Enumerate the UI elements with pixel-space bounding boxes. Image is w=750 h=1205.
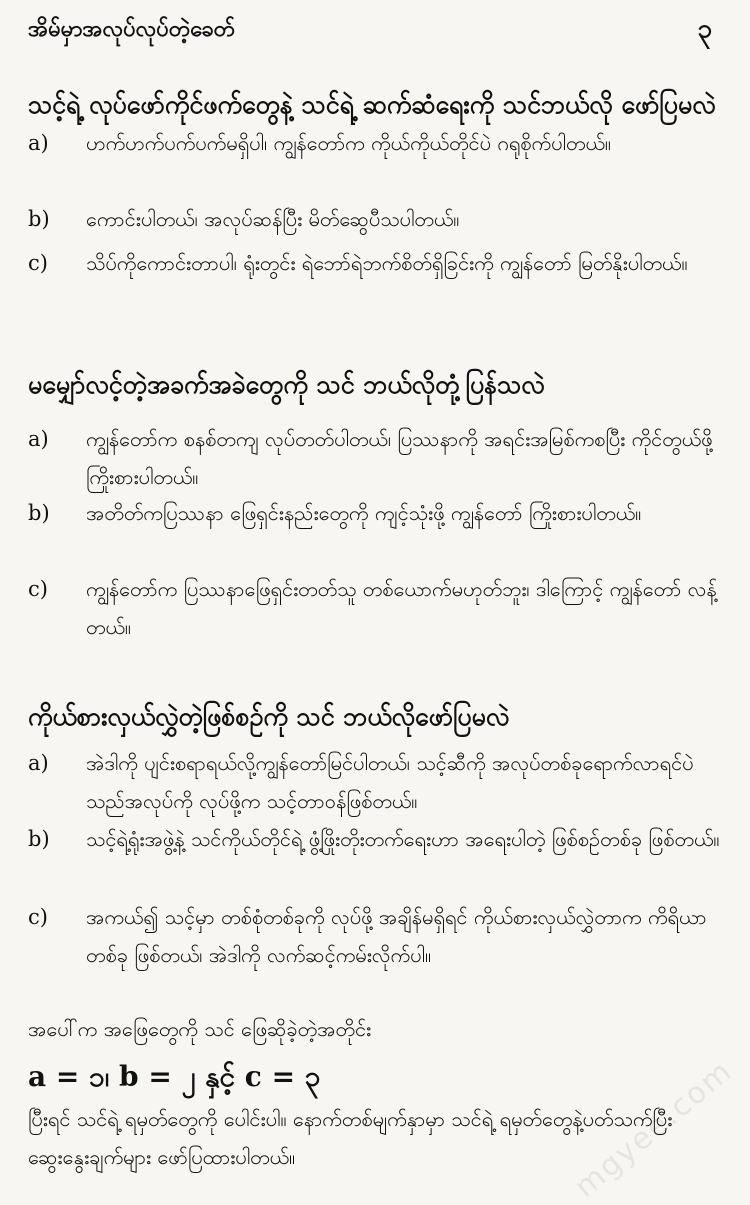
option-item — [28, 420, 720, 496]
scoring-formula: a = ၁၊ b = ၂ နှင့် c = ၃ — [28, 1060, 321, 1093]
scoring-outro: ပြီးရင် သင်ရဲ့ ရမှတ်တွေကို ပေါင်းပါ။ နောက်တစ်မျက်နှာမှာ သင်ရဲ့ ရမှတ်တွေနဲ့ပတ်သက်ပြီး ဆွေးနွေးချက်များ ဖော်ပြထားပါတယ်။ — [28, 1107, 673, 1169]
option-text: အဲဒါကို ပျင်းစရာရယ်လို့ကျွန်တော်မြင်ပါတယ်၊ သင့်ဆီကို အလုပ်တစ်ခုရောက်လာရင်ပဲ သည်အလုပ်ကို လုပ်ဖို့က သင့်တာဝန်ဖြစ်တယ်။ — [86, 751, 694, 813]
watermark: mgyee.com — [568, 1053, 740, 1205]
section-title-3: ကိုယ်စားလှယ်လွှဲတဲ့ဖြစ်စဉ်ကို သင် ဘယ်လိုဖော်ပြမလဲ — [28, 702, 510, 731]
option-text: ဟက်ဟက်ပက်ပက်မရှိပါ၊ ကျွန်တော်က ကိုယ်ကိုယ်တိုင်ပဲ ဂရုစိုက်ပါတယ်။ — [86, 131, 611, 155]
option-letter: a) — [28, 131, 49, 155]
option-item — [28, 820, 720, 858]
option-text: သင့်ရဲ့ရုံးအဖွဲ့နဲ့ သင်ကိုယ်တိုင်ရဲ့ ဖွံ့ဖြိုးတိုးတက်ရေးဟာ အရေးပါတဲ့ ဖြစ်စဉ်တစ်ခု ဖြစ်တယ်။ — [86, 827, 720, 851]
option-letter: b) — [28, 501, 50, 525]
page-number: ၃ — [697, 13, 712, 44]
option-letter: b) — [28, 827, 50, 851]
section-title-2: မမျှော်လင့်တဲ့အခက်အခဲတွေကို သင် ဘယ်လိုတုံ့ပြန်သလဲ — [28, 370, 545, 399]
option-item — [28, 200, 720, 238]
option-item — [28, 494, 720, 532]
option-text: အတိတ်ကပြဿနာ ဖြေရှင်းနည်းတွေကို ကျင့်သုံးဖို့ ကျွန်တော် ကြိုးစားပါတယ်။ — [86, 501, 642, 525]
section-title-1: သင့်ရဲ့ လုပ်ဖော်ကိုင်ဖက်တွေနဲ့ သင်ရဲ့ ဆက်ဆံရေးကို သင်ဘယ်လို ဖော်ပြမလဲ — [28, 90, 716, 119]
option-text: ကျွန်တော်က စနစ်တကျ လုပ်တတ်ပါတယ်၊ ပြဿနာကို အရင်းအမြစ်ကစပြီး ကိုင်တွယ်ဖို့ ကြိုးစားပါတယ်။ — [86, 427, 713, 489]
option-text: ကောင်းပါတယ်၊ အလုပ်ဆန်ပြီး မိတ်ဆွေပီသပါတယ်။ — [86, 207, 460, 231]
option-text: သိပ်ကိုကောင်းတာပါ၊ ရုံးတွင်း ရဲဘော်ရဲဘက်စိတ်ရှိခြင်းကို ကျွန်တော် မြတ်နိုးပါတယ်။ — [86, 251, 688, 275]
option-item — [28, 570, 720, 646]
option-letter: c) — [28, 251, 48, 275]
page-header — [28, 8, 712, 52]
option-item — [28, 898, 720, 974]
option-letter: a) — [28, 751, 49, 775]
option-letter: a) — [28, 427, 49, 451]
option-text: အကယ်၍ သင့်မှာ တစ်စုံတစ်ခုကို လုပ်ဖို့ အချိန်မရှိရင် ကိုယ်စားလှယ်လွှဲတာက ကိရိယာတစ်ခု ဖြစ်တယ်၊ အဲဒါကို လက်ဆင့်ကမ်းလိုက်ပါ။ — [86, 905, 707, 967]
running-title: အိမ်မှာအလုပ်လုပ်တဲ့ခေတ် — [28, 16, 236, 42]
option-letter: c) — [28, 577, 48, 601]
option-text: ကျွန်တော်က ပြဿနာဖြေရှင်းတတ်သူ တစ်ယောက်မဟုတ်ဘူး၊ ဒါကြောင့် ကျွန်တော် လန့်တယ်။ — [86, 577, 717, 639]
option-item — [28, 124, 720, 162]
scoring-intro: အပေါ်က အဖြေတွေကို သင် ဖြေဆိုခဲ့တဲ့အတိုင်း — [28, 1017, 372, 1041]
option-letter: c) — [28, 905, 48, 929]
option-letter: b) — [28, 207, 50, 231]
option-item — [28, 244, 720, 282]
option-item — [28, 744, 720, 820]
